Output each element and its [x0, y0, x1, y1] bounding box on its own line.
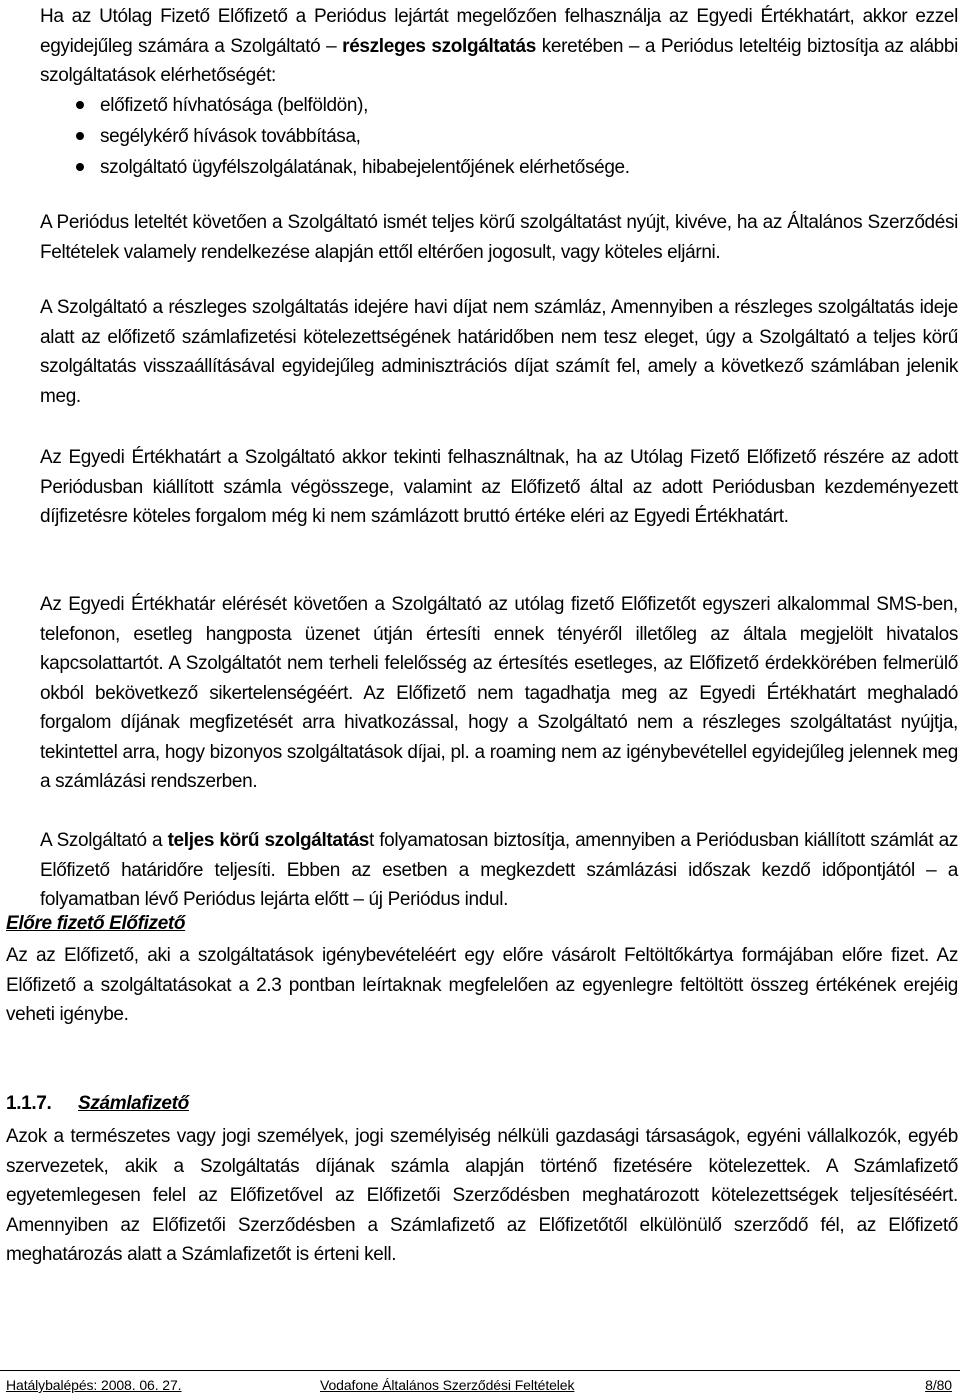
footer-document-title: Vodafone Általános Szerződési Feltételek	[320, 1377, 575, 1393]
list-item: előfizető hívhatósága (belföldön),	[40, 90, 940, 121]
bold-term-partial-service: részleges szolgáltatás	[342, 35, 536, 57]
paragraph-limit-notification: Az Egyedi Értékhatár elérését követően a Szolgáltató az utólag fizető Előfizetőt egyszeri alkalommal SMS-ben, telefonon, esetleg hangposta üzenet útján értesíti ennek tényéről illetőleg az általa megjelölt hivatalos kapcsolattartót. A Szolgáltatót nem terheli felelősség az értesítés esetleges, az Előfizető érdekkörében felmerülő okból bekövetkező sikertelenségéért. Az Előfizető nem tagadhatja meg az Egyedi Értékhatárt meghaladó forgalom díjának megfizetését arra hivatkozással, hogy a Szolgáltató nem a részleges szolgáltatást nyújtja, tekintettel arra, hogy bizonyos szolgáltatások díjai, pl. a roaming nem az igénybevétellel egyidejűleg jelennek meg a számlázási rendszerben.	[40, 594, 958, 792]
bold-term-full-service: teljes körű szolgáltatás	[167, 830, 370, 851]
paragraph-full-service-after-period: A Periódus leteltét követően a Szolgáltató ismét teljes körű szolgáltatást nyújt, kivéve, ha az Általános Szerződési Feltételek valamely rendelkezése alapján ettől eltérően jogosult, vagy köteles eljárni.	[40, 212, 958, 263]
section-heading-payer: Számlafizető	[78, 1093, 189, 1114]
footer-page-number: 8/80	[925, 1377, 952, 1393]
text-segment: keretében – a Periódus leteltéig biztosítja az alábbi szolgáltatások elérhetőségét:	[40, 35, 958, 86]
paragraph-limit-used: Az Egyedi Értékhatárt a Szolgáltató akkor tekinti felhasználtnak, ha az Utólag Fizető Előfizető részére az adott Periódusban kiállított számla végösszege, valamint az Előfizető által az adott Periódusban kezdeményezett díjfizetésre köteles forgalom még ki nem számlázott bruttó értéke eléri az Egyedi Értékhatárt.	[40, 447, 958, 527]
text-segment: A Szolgáltató a	[40, 830, 168, 851]
list-item: szolgáltató ügyfélszolgálatának, hibabejelentőjének elérhetősége.	[40, 152, 940, 183]
section-number: 1.1.7.	[6, 1093, 52, 1114]
footer-divider	[0, 1370, 960, 1371]
section-heading-prepaid: Előre fizető Előfizető	[6, 913, 186, 934]
list-item: segélykérő hívások továbbítása,	[40, 121, 940, 152]
text-segment: Ha az Utólag Fizető Előfizető a Periódus lejártát megelőzően felhasználja az Egyedi Értékhatárt, akkor ezzel egyidejűleg számára a Szolgáltató –	[40, 6, 958, 57]
paragraph-full-service-continuity	[40, 826, 958, 915]
paragraph-prepaid-definition: Az az Előfizető, aki a szolgáltatások igénybevételéért egy előre vásárolt Feltöltőkártya formájában előre fizet. Az Előfizető a szolgáltatásokat a 2.3 pontban leírtaknak megfelelően az egyenlegre feltöltött összeg értékének erejéig veheti igénybe.	[6, 945, 958, 1025]
text-segment: t folyamatosan biztosítja, amennyiben a Periódusban kiállított számlát az Előfizető határidőre teljesíti. Ebben az esetben a megkezdett számlázási időszak kezdő időpontjától – a folyamatban lévő Periódus lejárta előtt – új Periódus indul.	[40, 830, 958, 910]
service-availability-list	[40, 90, 940, 183]
footer-effective-date: Hatálybalépés: 2008. 06. 27.	[6, 1377, 182, 1393]
paragraph-partial-service-intro	[40, 2, 958, 91]
paragraph-partial-service-fee: A Szolgáltató a részleges szolgáltatás idejére havi díjat nem számláz, Amennyiben a részleges szolgáltatás ideje alatt az előfizető számlafizetési kötelezettségének határidőben nem tesz eleget, úgy a Szolgáltató a teljes körű szolgáltatás visszaállításával egyidejűleg adminisztrációs díjat számít fel, amely a következő számlában jelenik meg.	[40, 297, 958, 407]
paragraph-payer-definition: Azok a természetes vagy jogi személyek, jogi személyiség nélküli gazdasági társaságok, egyéni vállalkozók, egyéb szervezetek, akik a Szolgáltatás díjának számla alapján történő fizetésére kötelezettek. A Számlafizető egyetemlegesen felel az Előfizetővel az Előfizetői Szerződésben meghatározott kötelezettségek teljesítéséért. Amennyiben az Előfizetői Szerződésben a Számlafizető az Előfizetőtől elkülönülő szerződő fél, az Előfizető meghatározás alatt a Számlafizetőt is érteni kell.	[6, 1126, 958, 1265]
